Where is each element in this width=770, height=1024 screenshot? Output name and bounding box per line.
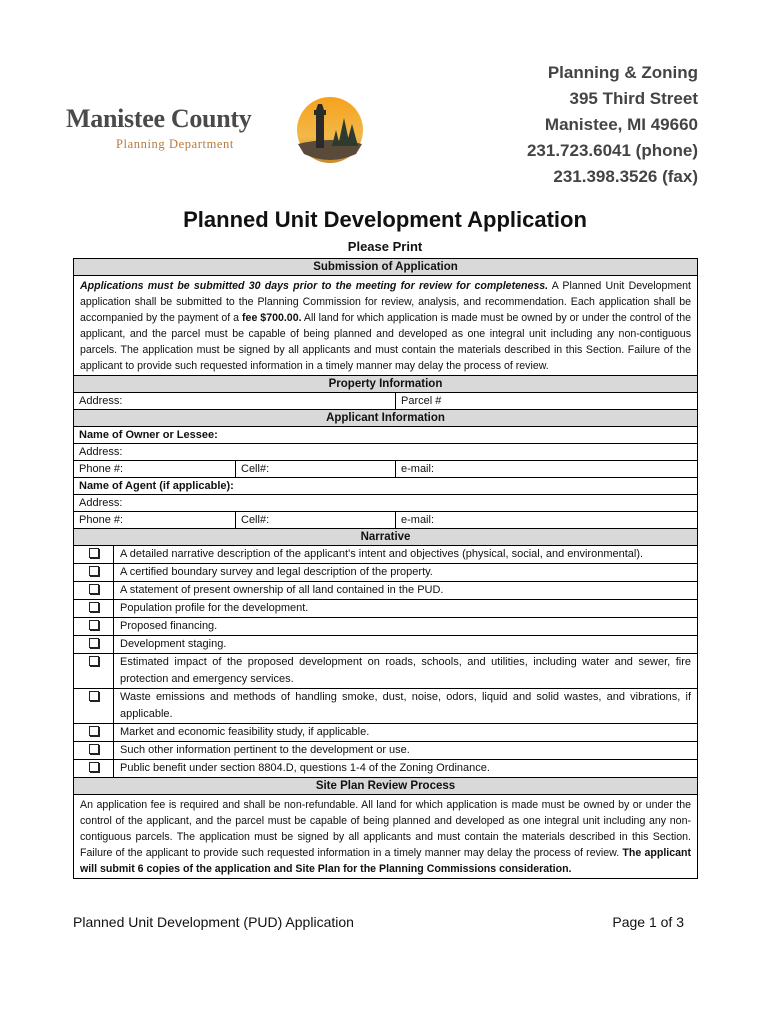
checkbox-icon[interactable] <box>89 726 99 736</box>
narrative-item-text: Public benefit under section 8804.D, questions 1-4 of the Zoning Ordinance. <box>120 762 490 774</box>
checkbox-icon[interactable] <box>89 656 99 666</box>
page-title: Planned Unit Development Application <box>183 207 587 232</box>
agent-cell-field[interactable]: Cell#: <box>236 512 396 528</box>
footer-document-title: Planned Unit Development (PUD) Application <box>73 914 354 930</box>
submission-header: Submission of Application <box>74 259 697 276</box>
logo-title: Manistee County <box>66 104 252 133</box>
narrative-item-text: Waste emissions and methods of handling smoke, dust, noise, odors, liquid and solid wastes, and vibrations, if applicable. <box>120 691 691 720</box>
fee-amount: fee $700.00. <box>242 312 302 324</box>
owner-email-field[interactable]: e-mail: <box>401 463 435 475</box>
phone-number: 231.723.6041 (phone) <box>526 141 698 160</box>
city-state-zip: Manistee, MI 49660 <box>544 115 698 134</box>
narrative-item <box>74 654 697 689</box>
narrative-item <box>74 742 697 760</box>
checkbox-icon[interactable] <box>89 548 99 558</box>
fax-number: 231.398.3526 (fax) <box>553 167 698 186</box>
narrative-item <box>74 689 697 724</box>
property-header: Property Information <box>74 376 697 393</box>
owner-address-row <box>74 444 697 461</box>
checkbox-icon[interactable] <box>89 620 99 630</box>
site-plan-bold: The applicant will submit 6 copies of the application and Site Plan for the Planning Commissions consideration. <box>80 847 691 875</box>
applicant-header: Applicant Information <box>74 410 697 427</box>
narrative-item-text: Development staging. <box>120 638 227 650</box>
narrative-item-text: Population profile for the development. <box>120 602 309 614</box>
agent-email-field[interactable]: e-mail: <box>401 514 435 526</box>
agent-address-field[interactable]: Address: <box>79 497 123 509</box>
checkbox-icon[interactable] <box>89 584 99 594</box>
property-address-field[interactable]: Address: <box>74 393 396 409</box>
site-plan-text <box>74 795 697 878</box>
submission-lead: Applications must be submitted 30 days prior to the meeting for review for completeness. <box>80 280 549 292</box>
narrative-item <box>74 582 697 600</box>
checkbox-icon[interactable] <box>89 762 99 772</box>
agent-contact-row <box>74 512 697 529</box>
narrative-item <box>74 600 697 618</box>
narrative-item-text: A certified boundary survey and legal description of the property. <box>120 566 433 578</box>
owner-contact-row <box>74 461 697 478</box>
application-form <box>73 258 698 879</box>
narrative-header: Narrative <box>74 529 697 546</box>
site-plan-body: An application fee is required and shall be non-refundable. All land for which application is made must be owned by or under the control of the applicant, and the parcel must be capable of being planned and developed as one integral unit including any non-contiguous parcels. The application must be signed by all applicants and must contain the materials described in this Section. Failure of the applicant to provide such requested information in a timely manner may delay the process of review. <box>80 799 691 859</box>
property-row <box>74 393 697 410</box>
owner-name-field[interactable]: Name of Owner or Lessee: <box>79 429 218 441</box>
checkbox-icon[interactable] <box>89 602 99 612</box>
submission-text-1: A Planned Unit Development application shall be submitted to the Planning Commission for review, analysis, and recommendation. Each application shall be accompanied by the payment of a <box>80 280 691 324</box>
owner-row <box>74 427 697 444</box>
agent-phone-field[interactable]: Phone #: <box>74 512 236 528</box>
submission-text <box>74 276 697 376</box>
checkbox-icon[interactable] <box>89 638 99 648</box>
site-plan-header: Site Plan Review Process <box>74 778 697 795</box>
lighthouse-emblem-icon <box>296 96 364 164</box>
narrative-item <box>74 760 697 778</box>
narrative-item-text: A detailed narrative description of the applicant's intent and objectives (physical, social, and environmental). <box>120 548 644 560</box>
narrative-item <box>74 636 697 654</box>
narrative-item-text: A statement of present ownership of all land contained in the PUD. <box>120 584 444 596</box>
checkbox-icon[interactable] <box>89 744 99 754</box>
street-address: 395 Third Street <box>569 89 698 108</box>
narrative-item <box>74 724 697 742</box>
department-name: Planning & Zoning <box>547 63 698 82</box>
agent-name-field[interactable]: Name of Agent (if applicable): <box>79 480 234 492</box>
narrative-item-text: Such other information pertinent to the development or use. <box>120 744 410 756</box>
logo-subtitle: Planning Department <box>116 137 234 151</box>
checkbox-icon[interactable] <box>89 691 99 701</box>
narrative-item-text: Market and economic feasibility study, if applicable. <box>120 726 370 738</box>
owner-cell-field[interactable]: Cell#: <box>236 461 396 477</box>
agent-address-row <box>74 495 697 512</box>
agent-row <box>74 478 697 495</box>
narrative-item <box>74 564 697 582</box>
narrative-item-text: Proposed financing. <box>120 620 218 632</box>
submission-text-2: All land for which application is made must be owned by or under the control of the applicant, and the parcel must be capable of being planned and developed as one integral unit including any non-contiguous parcels. The application must be signed by all applicants and must contain the materials described in this Section. Failure of the applicant to provide such requested information in a timely manner may delay the process of review. <box>80 312 692 372</box>
narrative-item <box>74 546 697 564</box>
contact-block <box>527 60 698 190</box>
narrative-item <box>74 618 697 636</box>
parcel-number-field[interactable]: Parcel # <box>401 395 442 407</box>
owner-phone-field[interactable]: Phone #: <box>74 461 236 477</box>
county-logo <box>66 94 338 166</box>
footer-page-number: Page 1 of 3 <box>612 914 684 930</box>
checkbox-icon[interactable] <box>89 566 99 576</box>
owner-address-field[interactable]: Address: <box>79 446 123 458</box>
narrative-item-text: Estimated impact of the proposed development on roads, schools, and utilities, including water and sewer, fire protection and emergency services. <box>120 656 691 685</box>
page-subtitle: Please Print <box>347 239 423 254</box>
